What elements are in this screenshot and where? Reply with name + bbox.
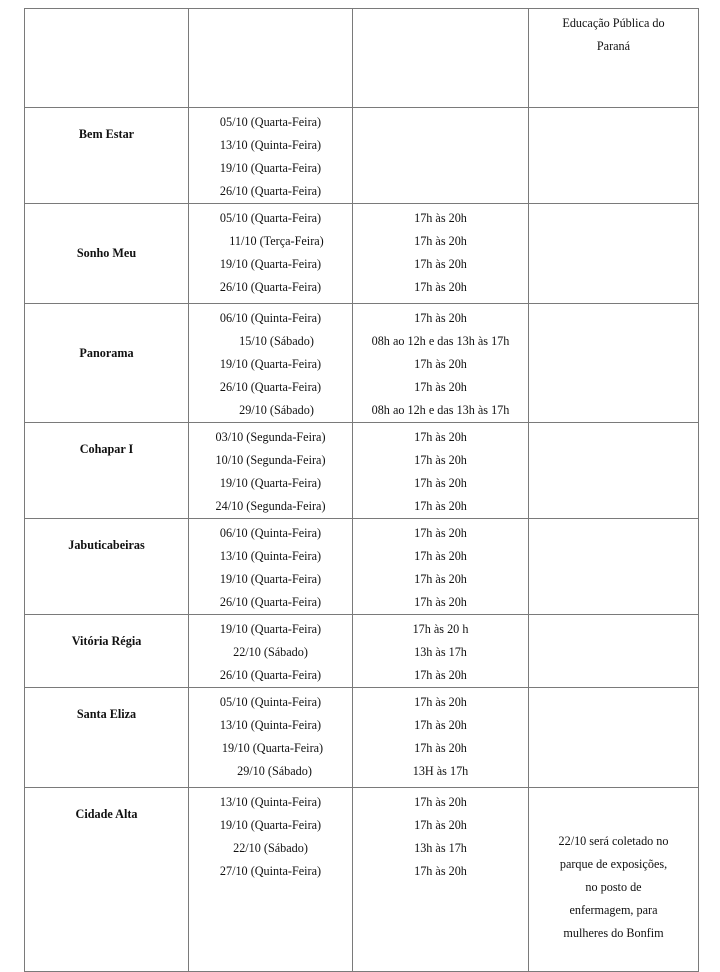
header-cell-empty-1: [25, 9, 189, 108]
times-cell: [353, 108, 529, 204]
time-entry: 17h às 20h: [414, 526, 467, 540]
date-entry: 13/10 (Quinta-Feira): [219, 718, 322, 732]
date-entry: 29/10 (Sábado): [237, 764, 312, 778]
note-line: enfermagem, para: [569, 903, 658, 917]
header-note-line-1: Educação Pública do: [562, 16, 665, 30]
header-cell-empty-2: [189, 9, 353, 108]
notes-cell: [529, 615, 699, 688]
time-entry: 17h às 20h: [414, 380, 467, 394]
date-entry: 13/10 (Quinta-Feira): [219, 138, 322, 152]
dates-cell: [189, 204, 353, 304]
times-cell: [353, 304, 529, 423]
time-entry: 17h às 20h: [414, 595, 467, 609]
table-row: [25, 108, 699, 204]
date-entry: 05/10 (Quinta-Feira): [219, 695, 322, 709]
dates-cell: [189, 304, 353, 423]
neighborhood-cell: [25, 304, 189, 423]
times-cell: [353, 615, 529, 688]
time-entry: 17h às 20h: [414, 818, 467, 832]
table-row: [25, 615, 699, 688]
dates-cell: [189, 615, 353, 688]
date-entry: 26/10 (Quarta-Feira): [219, 595, 322, 609]
time-entry: 08h ao 12h e das 13h às 17h: [371, 403, 510, 417]
time-entry: 13H às 17h: [412, 764, 469, 778]
notes-cell: [529, 423, 699, 519]
date-entry: 10/10 (Segunda-Feira): [215, 453, 326, 467]
time-entry: 17h às 20h: [414, 453, 467, 467]
note-line: 22/10 será coletado no: [558, 834, 669, 848]
dates-cell: [189, 788, 353, 972]
date-entry: 26/10 (Quarta-Feira): [219, 380, 322, 394]
time-entry: 17h às 20h: [414, 476, 467, 490]
date-entry: 13/10 (Quinta-Feira): [219, 549, 322, 563]
time-entry: 17h às 20h: [414, 257, 467, 271]
neighborhood-cell: [25, 519, 189, 615]
times-cell: [353, 423, 529, 519]
time-entry: 17h às 20h: [414, 795, 467, 809]
date-entry: 19/10 (Quarta-Feira): [219, 161, 322, 175]
time-entry: 17h às 20h: [414, 311, 467, 325]
date-entry: 26/10 (Quarta-Feira): [219, 184, 322, 198]
notes-cell: [529, 519, 699, 615]
neighborhood-name: Panorama: [79, 346, 134, 360]
date-entry: 05/10 (Quarta-Feira): [219, 115, 322, 129]
date-entry: 19/10 (Quarta-Feira): [219, 818, 322, 832]
table-row: [25, 688, 699, 788]
times-cell: [353, 519, 529, 615]
time-entry: 13h às 17h: [414, 645, 467, 659]
dates-cell: [189, 688, 353, 788]
table-row: [25, 519, 699, 615]
neighborhood-name: Cidade Alta: [75, 807, 138, 821]
note-line: no posto de: [585, 880, 642, 894]
date-entry: 24/10 (Segunda-Feira): [215, 499, 326, 513]
neighborhood-name: Jabuticabeiras: [68, 538, 145, 552]
header-note-line-2: Paraná: [596, 39, 631, 53]
header-cell-notes: [529, 9, 699, 108]
schedule-table: [24, 8, 699, 972]
neighborhood-cell: [25, 615, 189, 688]
neighborhood-name: Santa Eliza: [76, 707, 137, 721]
notes-cell: [529, 688, 699, 788]
neighborhood-name: Vitória Régia: [71, 634, 142, 648]
date-entry: 27/10 (Quinta-Feira): [219, 864, 322, 878]
date-entry: 19/10 (Quarta-Feira): [219, 257, 322, 271]
times-cell: [353, 788, 529, 972]
time-entry: 08h ao 12h e das 13h às 17h: [371, 334, 510, 348]
time-entry: 17h às 20 h: [412, 622, 469, 636]
time-entry: 17h às 20h: [414, 572, 467, 586]
time-entry: 17h às 20h: [414, 695, 467, 709]
dates-cell: [189, 423, 353, 519]
note-line: parque de exposições,: [559, 857, 668, 871]
time-entry: 17h às 20h: [414, 280, 467, 294]
neighborhood-cell: [25, 688, 189, 788]
neighborhood-name: Bem Estar: [78, 127, 135, 141]
header-row: [25, 9, 699, 108]
table-row: [25, 423, 699, 519]
time-entry: 17h às 20h: [414, 718, 467, 732]
time-entry: 17h às 20h: [414, 499, 467, 513]
date-entry: 06/10 (Quinta-Feira): [219, 311, 322, 325]
date-entry: 29/10 (Sábado): [239, 403, 314, 417]
date-entry: 19/10 (Quarta-Feira): [219, 622, 322, 636]
date-entry: 15/10 (Sábado): [239, 334, 314, 348]
time-entry: 17h às 20h: [414, 357, 467, 371]
neighborhood-cell: [25, 423, 189, 519]
date-entry: 11/10 (Terça-Feira): [229, 234, 324, 248]
date-entry: 03/10 (Segunda-Feira): [215, 430, 326, 444]
time-entry: 17h às 20h: [414, 741, 467, 755]
dates-cell: [189, 108, 353, 204]
date-entry: 22/10 (Sábado): [233, 645, 308, 659]
table-row: [25, 788, 699, 972]
neighborhood-name: Cohapar I: [79, 442, 134, 456]
neighborhood-cell: [25, 108, 189, 204]
notes-cell: [529, 108, 699, 204]
time-entry: 17h às 20h: [414, 864, 467, 878]
date-entry: 06/10 (Quinta-Feira): [219, 526, 322, 540]
date-entry: 13/10 (Quinta-Feira): [219, 795, 322, 809]
date-entry: 05/10 (Quarta-Feira): [219, 211, 322, 225]
neighborhood-name: Sonho Meu: [76, 246, 137, 260]
times-cell: [353, 204, 529, 304]
neighborhood-cell: [25, 788, 189, 972]
table-row: [25, 204, 699, 304]
note-line: mulheres do Bonfim: [563, 926, 664, 940]
notes-cell: [529, 204, 699, 304]
date-entry: 26/10 (Quarta-Feira): [219, 280, 322, 294]
time-entry: 17h às 20h: [414, 668, 467, 682]
time-entry: 17h às 20h: [414, 430, 467, 444]
times-cell: [353, 688, 529, 788]
date-entry: 26/10 (Quarta-Feira): [219, 668, 322, 682]
time-entry: 17h às 20h: [414, 234, 467, 248]
dates-cell: [189, 519, 353, 615]
date-entry: 19/10 (Quarta-Feira): [219, 357, 322, 371]
table-row: [25, 304, 699, 423]
neighborhood-cell: [25, 204, 189, 304]
time-entry: 17h às 20h: [414, 549, 467, 563]
date-entry: 19/10 (Quarta-Feira): [219, 476, 322, 490]
date-entry: 19/10 (Quarta-Feira): [221, 741, 324, 755]
time-entry: 17h às 20h: [414, 211, 467, 225]
date-entry: 22/10 (Sábado): [233, 841, 308, 855]
time-entry: 13h às 17h: [414, 841, 467, 855]
header-cell-empty-3: [353, 9, 529, 108]
notes-cell: [529, 788, 699, 972]
date-entry: 19/10 (Quarta-Feira): [219, 572, 322, 586]
notes-cell: [529, 304, 699, 423]
